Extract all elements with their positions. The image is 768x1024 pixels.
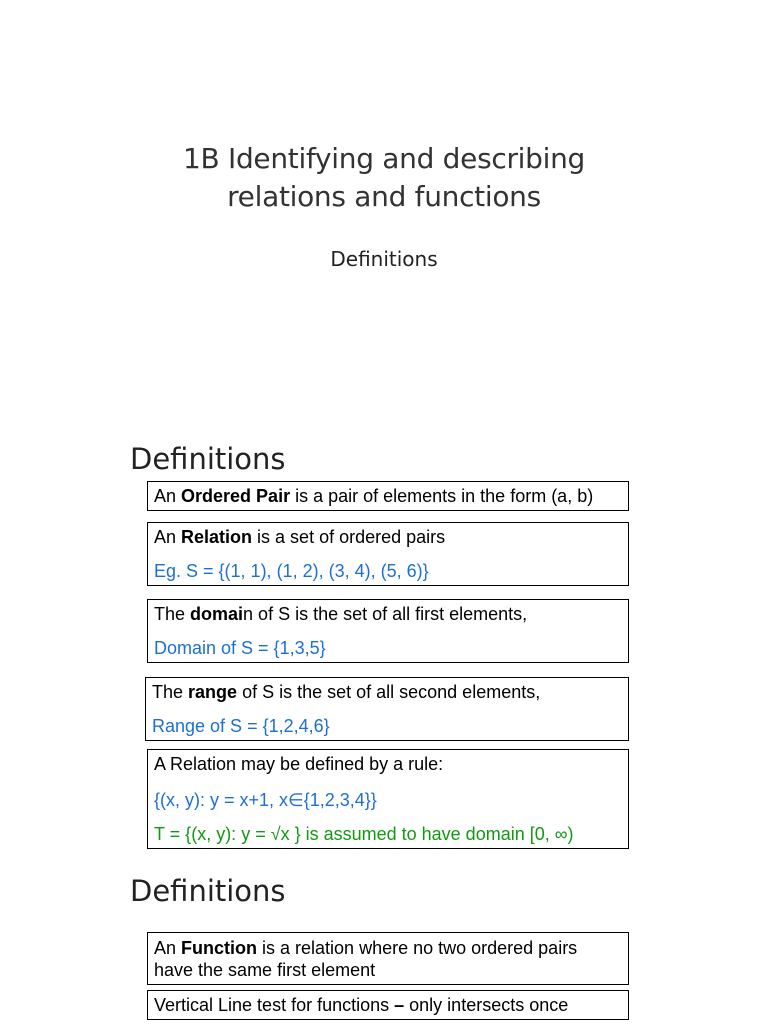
relation-pre: An xyxy=(154,527,182,547)
range-pre: The xyxy=(152,682,189,702)
relation-box xyxy=(147,522,629,586)
title-line-1: 1B Identifying and describing xyxy=(182,142,586,175)
rule-box xyxy=(147,749,629,849)
ordered-pair-post: is a pair of elements in the form (a, b) xyxy=(290,486,594,506)
vertical-line-box xyxy=(147,990,629,1020)
rule-example-1: {(x, y): y = x+1, x∈{1,2,3,4}} xyxy=(154,790,377,810)
relation-example: Eg. S = {(1, 1), (1, 2), (3, 4), (5, 6)} xyxy=(154,561,429,581)
relation-term: Relation xyxy=(181,527,253,547)
ordered-pair-text xyxy=(154,485,593,507)
function-definition xyxy=(154,937,577,959)
function-pre: An xyxy=(154,938,182,958)
relation-definition xyxy=(154,526,445,548)
subtitle: Definitions xyxy=(330,247,438,271)
vertical-line-dash: – xyxy=(394,995,405,1015)
range-term: range xyxy=(188,682,238,702)
vertical-line-pre: Vertical Line test for functions xyxy=(154,995,395,1015)
range-post: of S is the set of all second elements, xyxy=(237,682,541,702)
rule-example-2: T = {(x, y): y = √x } is assumed to have domain [0, ∞) xyxy=(154,824,574,844)
domain-post: n of S is the set of all first elements, xyxy=(243,604,528,624)
slide3-heading: Definitions xyxy=(130,874,286,908)
domain-definition xyxy=(154,603,527,625)
range-definition xyxy=(152,681,540,703)
title-line-2: relations and functions xyxy=(227,180,541,213)
domain-example: Domain of S = {1,3,5} xyxy=(154,638,326,658)
ordered-pair-box xyxy=(147,481,629,511)
domain-pre: The xyxy=(154,604,191,624)
domain-term: domai xyxy=(190,604,244,624)
relation-post: is a set of ordered pairs xyxy=(252,527,446,547)
vertical-line-text xyxy=(154,994,568,1016)
range-box xyxy=(145,677,629,741)
rule-intro: A Relation may be defined by a rule: xyxy=(154,754,444,774)
domain-box xyxy=(147,599,629,663)
slide2-heading: Definitions xyxy=(130,442,286,476)
function-post: is a relation where no two ordered pairs xyxy=(257,938,578,958)
ordered-pair-pre: An xyxy=(154,486,182,506)
range-example: Range of S = {1,2,4,6} xyxy=(152,716,330,736)
function-term: Function xyxy=(181,938,258,958)
function-definition-line2: have the same first element xyxy=(154,960,376,980)
ordered-pair-term: Ordered Pair xyxy=(181,486,291,506)
vertical-line-post: only intersects once xyxy=(404,995,569,1015)
function-box xyxy=(147,932,629,985)
